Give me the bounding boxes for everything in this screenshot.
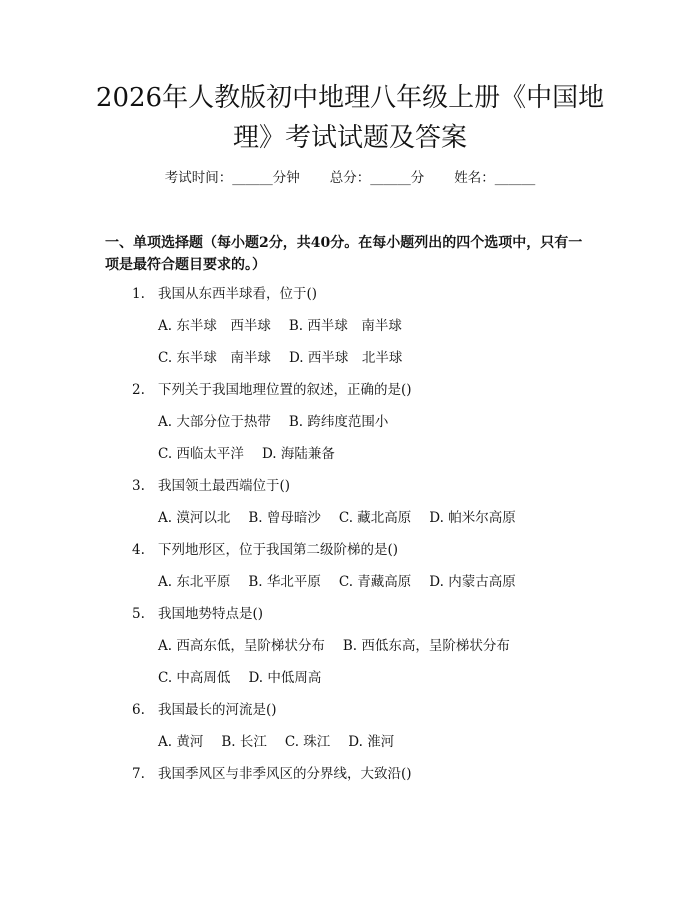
option: A. 西高东低，呈阶梯状分布 — [158, 638, 325, 654]
option: B. 曾母暗沙 — [248, 510, 321, 526]
question-text: 我国地势特点是() — [158, 606, 264, 622]
question-number: 7. — [132, 766, 145, 782]
question-6 — [132, 698, 277, 718]
question-7 — [132, 762, 412, 782]
question-text: 我国最长的河流是() — [158, 702, 277, 718]
option: C. 东半球 南半球 — [158, 350, 271, 366]
question-number: 6. — [132, 702, 145, 718]
question-2 — [132, 378, 412, 398]
question-text: 我国领土最西端位于() — [158, 478, 291, 494]
option: C. 西临太平洋 — [158, 446, 244, 462]
option-row — [158, 730, 412, 750]
title-line-2: 理》考试试题及答案 — [232, 123, 467, 153]
option: B. 西低东高，呈阶梯状分布 — [342, 638, 510, 654]
option: A. 东北平原 — [158, 574, 231, 590]
section-heading: 一、单项选择题（每小题2分，共40分。在每小题列出的四个选项中，只有一项是最符合题目要求的。） — [105, 235, 583, 273]
option: A. 大部分位于热带 — [158, 414, 271, 430]
option-row — [158, 346, 420, 366]
question-number: 5. — [132, 606, 145, 622]
option-row — [158, 634, 528, 654]
option: D. 淮河 — [348, 734, 395, 750]
exam-title — [90, 78, 610, 158]
student-name: 姓名：______ — [454, 170, 536, 186]
option-row — [158, 410, 406, 430]
question-text: 下列关于我国地理位置的叙述，正确的是() — [158, 382, 412, 398]
option: A. 东半球 西半球 — [158, 318, 271, 334]
option: D. 西半球 北半球 — [288, 350, 403, 366]
option: B. 跨纬度范围小 — [288, 414, 389, 430]
option-row — [158, 666, 339, 686]
option-row — [158, 570, 534, 590]
option: B. 长江 — [221, 734, 267, 750]
option: C. 青藏高原 — [338, 574, 412, 590]
question-1 — [132, 282, 317, 302]
question-5 — [132, 602, 263, 622]
option-row — [158, 314, 420, 334]
question-number: 4. — [132, 542, 145, 558]
option: C. 中高周低 — [158, 670, 231, 686]
option: A. 漠河以北 — [158, 510, 231, 526]
option: B. 华北平原 — [248, 574, 321, 590]
option: D. 内蒙古高原 — [429, 574, 516, 590]
option: A. 黄河 — [158, 734, 204, 750]
option-row — [158, 442, 353, 462]
question-3 — [132, 474, 290, 494]
question-text: 我国季风区与非季风区的分界线，大致沿() — [158, 766, 412, 782]
option: D. 帕米尔高原 — [429, 510, 516, 526]
question-text: 下列地形区，位于我国第二级阶梯的是() — [158, 542, 399, 558]
exam-time: 考试时间：______分钟 — [164, 170, 300, 186]
question-text: 我国从东西半球看，位于() — [158, 286, 318, 302]
option: D. 中低周高 — [248, 670, 322, 686]
question-number: 3. — [132, 478, 145, 494]
question-number: 1. — [132, 286, 145, 302]
exam-info — [0, 166, 700, 186]
question-number: 2. — [132, 382, 145, 398]
question-4 — [132, 538, 398, 558]
option: D. 海陆兼备 — [261, 446, 335, 462]
option: C. 珠江 — [284, 734, 331, 750]
exam-score: 总分：______分 — [329, 170, 425, 186]
title-line-1: 2026年人教版初中地理八年级上册《中国地 — [95, 83, 605, 113]
option: B. 西半球 南半球 — [288, 318, 402, 334]
option-row — [158, 506, 534, 526]
option: C. 藏北高原 — [338, 510, 412, 526]
